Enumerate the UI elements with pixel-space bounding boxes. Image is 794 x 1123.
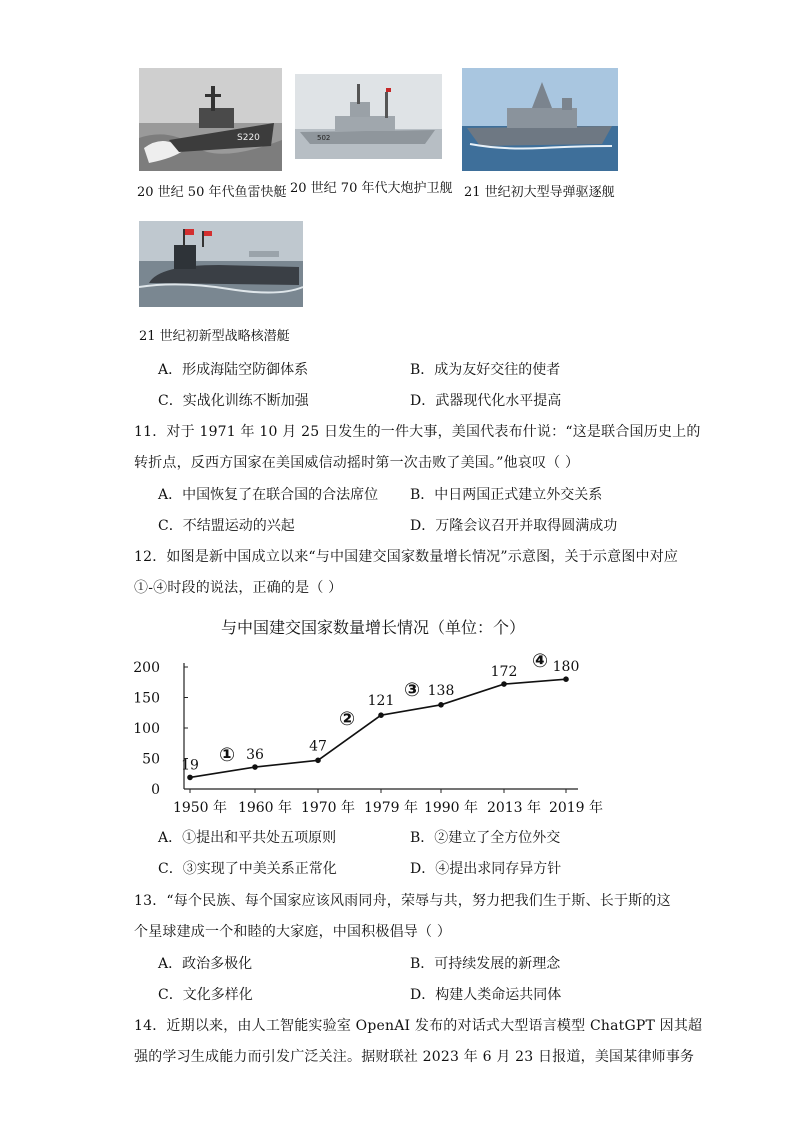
q12-option-a: A．①提出和平共处五项原则 [158,830,337,846]
chart-data-point [315,758,321,764]
gun-frigate-photo [295,74,442,159]
q10-option-d: D．武器现代化水平提高 [410,393,562,409]
chart-data-label: 180 [552,659,580,676]
q12-stem-line-2: ①-④时段的说法，正确的是（ ） [134,580,343,596]
chart-x-tick-label: 1979 年 [363,800,419,816]
q13-option-d: D．构建人类命运共同体 [410,987,562,1003]
missile-destroyer-photo [462,68,618,171]
q11-option-c: C．不结盟运动的兴起 [158,518,295,534]
q14-stem-line-2: 强的学习生成能力而引发广泛关注。据财联社 2023 年 6 月 23 日报道，美国某律师事务 [134,1049,695,1065]
q12-option-c: C．③实现了中美关系正常化 [158,861,337,877]
chart-y-tick-label: 150 [133,690,160,707]
q11-option-d: D．万隆会议召开并取得圆满成功 [410,518,618,534]
chart-data-label: 172 [490,664,518,681]
q11-option-b: B．中日两国正式建立外交关系 [410,487,603,503]
q11-stem-line-1: 11．对于 1971 年 10 月 25 日发生的一件大事，美国代表布什说：“这是联合国历史上的 [134,424,701,440]
chart-data-label: 19 [181,757,199,774]
chart-data-label: 138 [427,682,455,699]
chart-x-tick-label: 2019 年 [548,800,604,816]
q11-stem-line-2: 转折点，反西方国家在美国威信动摇时第一次击败了美国。”他哀叹（ ） [134,455,580,471]
photo-caption-3: 21 世纪初大型导弹驱逐舰 [464,185,615,200]
chart-data-point [438,702,444,708]
photo-caption-2: 20 世纪 70 年代大炮护卫舰 [290,181,453,196]
chart-data-point [252,764,258,770]
diplomatic-relations-chart [133,615,608,825]
q13-stem-line-1: 13．“每个民族、每个国家应该风雨同舟，荣辱与共，努力把我们生于斯、长于斯的这 [134,893,671,909]
q13-stem-line-2: 个星球建成一个和睦的大家庭，中国积极倡导（ ） [134,924,452,940]
chart-x-tick-label: 2013 年 [486,800,542,816]
frigate-hull-number: 502 [317,134,331,142]
chart-data-point [501,681,507,687]
chart-y-tick-label: 0 [151,782,160,798]
q13-option-c: C．文化多样化 [158,987,253,1003]
chart-period-marker: ③ [403,679,421,701]
q11-option-a: A．中国恢复了在联合国的合法席位 [158,487,379,503]
chart-data-point [187,775,193,781]
photo-caption-1: 20 世纪 50 年代鱼雷快艇 [137,185,287,200]
photo-caption-4: 21 世纪初新型战略核潜艇 [139,329,290,344]
chart-data-label: 121 [367,693,395,710]
q10-option-a: A．形成海陆空防御体系 [158,362,309,378]
q12-stem-line-1: 12．如图是新中国成立以来“与中国建交国家数量增长情况”示意图，关于示意图中对应 [134,549,679,565]
q12-option-b: B．②建立了全方位外交 [410,830,561,846]
chart-period-marker: ④ [531,650,549,672]
chart-x-tick-label: 1990 年 [423,800,479,816]
chart-data-point [378,712,384,718]
chart-data-label: 36 [246,747,264,764]
q10-option-b: B．成为友好交往的使者 [410,362,561,378]
chart-period-marker: ② [338,708,356,730]
torpedo-boat-photo [139,68,282,171]
chart-y-tick-label: 50 [142,751,160,768]
q13-option-b: B．可持续发展的新理念 [410,956,561,972]
chart-y-tick-label: 100 [133,721,160,737]
chart-x-tick-label: 1950 年 [172,800,228,816]
chart-x-tick-label: 1970 年 [300,800,356,816]
torpedo-boat-hull-number: S220 [237,133,260,143]
chart-x-tick-label: 1960 年 [237,800,293,816]
q12-option-d: D．④提出求同存异方针 [410,861,562,877]
chart-y-tick-label: 200 [133,660,160,676]
nuclear-submarine-photo [139,221,303,307]
q10-option-c: C．实战化训练不断加强 [158,393,309,409]
q14-stem-line-1: 14．近期以来，由人工智能实验室 OpenAI 发布的对话式大型语言模型 ChatGPT 因其超 [134,1018,703,1034]
chart-data-point [563,676,569,682]
chart-data-label: 47 [309,738,327,755]
q13-option-a: A．政治多极化 [158,956,253,972]
chart-title: 与中国建交国家数量增长情况（单位：个） [220,618,526,637]
chart-period-marker: ① [218,744,236,766]
